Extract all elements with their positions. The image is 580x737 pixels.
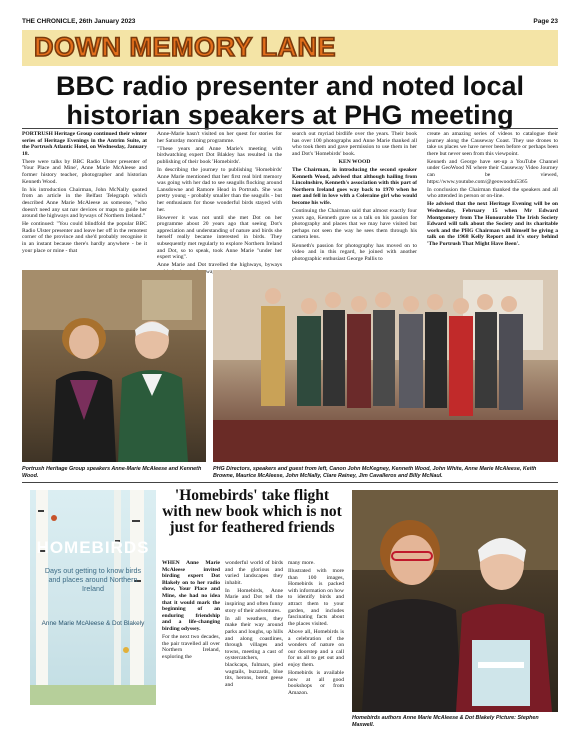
paragraph: In conclusion the Chairman thanked the speakers and all who attended in person or on-line. bbox=[427, 186, 558, 200]
paragraph: "These years and Anne Marie's meeting with birdwatching expert Dot Blakley has resulted in the publishing of their book 'Homebirds'. bbox=[157, 145, 282, 165]
paragraph: The Chairman, in introducing the second speaker Kenneth Wood, advised that although hailing from Lincolnshire, Kenneth's association with this part of Northern Ireland goes way back to 1970 when he met and fell in love with a Coleraine girl who would become his wife. bbox=[292, 166, 417, 206]
speakers-photo bbox=[22, 270, 206, 462]
paragraph: In Homebirds, Anne Marie and Dot tell the inspiring and often funny story of their adventures. bbox=[225, 587, 283, 614]
book-subtitle: Days out getting to know birds and places around Northern Ireland bbox=[44, 566, 142, 593]
authors-photo bbox=[352, 490, 558, 712]
book-authors: Anne Marie McAleese & Dot Blakely bbox=[41, 620, 145, 627]
headline-divider bbox=[22, 128, 558, 129]
paragraph: Anne-Marie hasn't visited on her quest for stories for her Saturday morning programme. bbox=[157, 131, 282, 144]
group-photo-illustration bbox=[213, 270, 558, 462]
paragraph: In all weathers, they make their way around parks and loughs, up hills and along coastlines, through villages and towns, meeting a cast of oystercatchers, blackcaps, fulmars, pied wagtails, buzzards, blue tits, herons, brent geese and bbox=[225, 615, 283, 688]
group-photo bbox=[213, 270, 558, 462]
main-headline: BBC radio presenter and noted local historian speakers at PHG meeting bbox=[55, 71, 525, 130]
page-number: Page 23 bbox=[533, 18, 558, 25]
paragraph: For the next two decades, the pair travelled all over Northern Ireland, exploring the bbox=[162, 634, 220, 660]
photo-caption: PHG Directors, speakers and guest from left, Canon John McKegney, Kenneth Wood, John White, Anne Marie McAleese, Keith Browne, Maurice McAleese, John McNally, Clare Rainey, Jim Cavalleros and Billy McNaul. bbox=[213, 466, 537, 479]
book-cover bbox=[30, 490, 156, 705]
paragraph: Kenneth's passion for photography has moved on to video and in this regard, he joined with another photographic enthusiast George Pallis to bbox=[292, 242, 417, 262]
article-column-2 bbox=[157, 131, 282, 275]
section-divider bbox=[22, 482, 558, 483]
paragraph: Kenneth and George have set-up a YouTube Channel under GeoWood NI where their Causeway Video Journey can be viewed, https://www.youtube.com/@geowoodni5365 bbox=[427, 158, 558, 185]
speakers-photo-illustration bbox=[22, 270, 206, 462]
paragraph: However it was not until she met Dot on her programme about 20 years ago that seeing Dot's appreciation and understanding of nature and birds she herself really became interested in birds. They subsequently met regularly to explore Northern Ireland and Dot, so to speak, took Anne Marie "under her expert wing". bbox=[157, 214, 282, 261]
book-article-column-1 bbox=[162, 560, 220, 720]
article-column-3 bbox=[292, 131, 417, 263]
paragraph: many more. bbox=[288, 560, 315, 566]
paragraph: In describing the journey to publishing 'Homebirds' Anne Marie mentioned that her first real bird memory was going with her dad to see seagulls flocking around Lansdowne and Ramore Head in Portrush. She was pretty young - probably smaller than the seagulls - but her enthusiasm for those wonderful birds stayed with her. bbox=[157, 166, 282, 213]
paragraph: wonderful world of birds and the glorious and varied landscapes they inhabit. bbox=[225, 560, 283, 586]
article-column-1 bbox=[22, 131, 147, 263]
page-header bbox=[22, 18, 558, 30]
book-held bbox=[472, 640, 530, 706]
paragraph: Continuing the Chairman said that almost exactly four years ago, Kenneth gave us a talk on his passion for photography and places that we may have visited but perhaps not seen the way he sees them through his camera lens. bbox=[292, 208, 417, 241]
paragraph: He continued: "You could blindfold the popular BBC Radio Ulster presenter and leave her off in the remotest corner of the province and she'd probably recognise it in an instant because there's hardly anywhere - be it your place or mine - that bbox=[22, 221, 147, 254]
authors-photo-illustration bbox=[352, 490, 558, 712]
birch-trees-illustration bbox=[30, 490, 156, 705]
photo-caption: Homebirds authors Anne Marie McAleese & Dot Blakely Picture: Stephen Maxwell. bbox=[352, 715, 539, 728]
publication-date: THE CHRONICLE, 26th January 2023 bbox=[22, 18, 136, 25]
book-article-column-3 bbox=[288, 560, 344, 720]
paragraph: Anne Marie and Dot travelled the highways, byways laneways bbox=[157, 262, 282, 275]
section-title: DOWN MEMORY LANE bbox=[34, 32, 336, 62]
paragraph: create an amazing series of videos to catalogue their journey along the Causeway Coast. They use drones to take us places we have never been before or perhaps been there but never seen from this viewpoint. bbox=[427, 131, 558, 157]
paragraph: search out myriad birdlife over the years. Their book has over 100 photographs and Anne Marie thanked all who took them and gave permission to use them in her and Dot's 'Homebirds' book. bbox=[292, 131, 417, 157]
article-column-4 bbox=[427, 131, 558, 263]
book-title: HOMEBIRDS bbox=[36, 538, 150, 557]
bird-icon bbox=[51, 515, 57, 521]
paragraph: PORTRUSH Heritage Group continued their winter series of Heritage Evenings in the Antrim Suite, at the Portrush Atlantic Hotel, on Wednesday, January 18. bbox=[22, 131, 147, 157]
paragraph: He advised that the next Heritage Evening will be on Wednesday, February 15 when Mr Edward Montgomery from The Honourable The Irish Society Edward will talk about the Society and its charitable work and the PHG Chairman will himself be giving a talk on the 1968 Kelly Report and it's story behind 'The Portrush That Might Have Been'. bbox=[427, 201, 558, 247]
section-banner bbox=[22, 30, 558, 66]
secondary-headline: 'Homebirds' take flight with new book which is not just for feathered friends bbox=[162, 487, 342, 536]
subheading-ken-wood: KEN WOOD bbox=[338, 158, 371, 165]
photo-caption: Portrush Heritage Group speakers Anne-Marie McAleese and Kenneth Wood. bbox=[22, 466, 202, 479]
paragraph: Illustrated with more than 100 images, Homebirds is packed with information on how to identify birds and attract them to your garden, and includes fascinating facts about the places visited. bbox=[288, 568, 344, 627]
book-article-column-2 bbox=[225, 560, 283, 720]
paragraph: There were talks by BBC Radio Ulster presenter of 'Your Place and Mine', Anne Marie McAleese and former history teacher, photographer and historian Kenneth Wood. bbox=[22, 158, 147, 185]
paragraph: In his introduction Chairman, John McNally quoted from an article in the Belfast Telegraph which described Anne Marie McAleese as someone, "who doesn't need any sat nav devices or maps to guide her around the highways and byways of Northern Ireland." bbox=[22, 186, 147, 220]
paragraph: Homebirds is available now at all good bookshops or from Amazon. bbox=[288, 670, 344, 696]
paragraph: WHEN Anne Marie McAleese invited birding expert Dot Blakely on to her radio show, Your Place and Mine, she had no idea that it would mark the beginning of an enduring friendship and a life-changing birding odyssey. bbox=[162, 560, 220, 632]
paragraph: Above all, Homebirds is a celebration of the wonders of nature on our doorstep and a call for us all to get out and enjoy them. bbox=[288, 628, 344, 668]
